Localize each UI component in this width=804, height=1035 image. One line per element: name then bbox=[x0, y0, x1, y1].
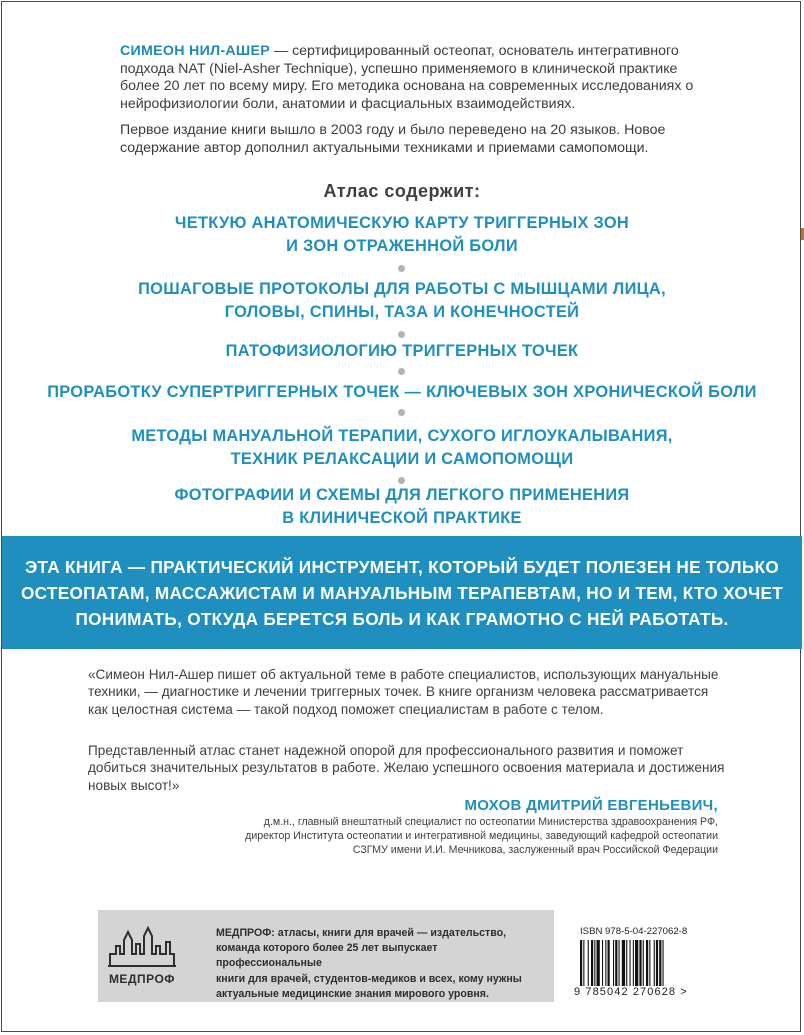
isbn-block bbox=[566, 920, 706, 1004]
publisher-logo bbox=[106, 924, 178, 990]
publisher-box bbox=[98, 910, 554, 1002]
bullet-dot bbox=[398, 331, 405, 338]
publisher-description: МЕДПРОФ: атласы, книги для врачей — издательство, команда которого более 25 лет выпускает профессиональные книги для врачей, студентов-медиков и всех, кому нужны актуальные медицинские знания мирового уровня. bbox=[216, 927, 522, 1000]
bullet-dot bbox=[398, 265, 405, 272]
isbn-label: ISBN 978-5-04-227062-8 bbox=[580, 926, 688, 937]
barcode-digits: 9 785042 270628 > bbox=[574, 986, 688, 998]
edition-paragraph: Первое издание книги вышло в 2003 году и было переведено на 20 языков. Новое содержание автор дополнил актуальными техниками и приемами самопомощи. bbox=[120, 122, 666, 156]
bullet-dot bbox=[398, 368, 405, 375]
barcode-icon bbox=[580, 940, 692, 986]
contents-item-5: МЕТОДЫ МАНУАЛЬНОЙ ТЕРАПИИ, СУХОГО ИГЛОУКАЛЫВАНИЯ, ТЕХНИК РЕЛАКСАЦИИ И САМОПОМОЩИ bbox=[131, 427, 673, 468]
contents-item-2: ПОШАГОВЫЕ ПРОТОКОЛЫ ДЛЯ РАБОТЫ С МЫШЦАМИ ЛИЦА, ГОЛОВЫ, СПИНЫ, ТАЗА И КОНЕЧНОСТЕЙ bbox=[138, 280, 666, 321]
contents-item-3: ПАТОФИЗИОЛОГИЮ ТРИГГЕРНЫХ ТОЧЕК bbox=[225, 342, 579, 360]
publisher-logo-text: МЕДПРОФ bbox=[108, 972, 176, 986]
highlight-text: ЭТА КНИГА — ПРАКТИЧЕСКИЙ ИНСТРУМЕНТ, КОТОРЫЙ БУДЕТ ПОЛЕЗЕН НЕ ТОЛЬКО ОСТЕОПАТАМ, МАССАЖИСТАМ И МАНУАЛЬНЫМ ТЕРАПЕВТАМ, НО И ТЕМ, КТО ХОЧЕТ ПОНИМАТЬ, ОТКУДА БЕРЕТСЯ БОЛЬ И КАК ГРАМОТНО С НЕЙ РАБОТАТЬ. bbox=[20, 557, 784, 629]
contents-item-6: ФОТОГРАФИИ И СХЕМЫ ДЛЯ ЛЕГКОГО ПРИМЕНЕНИЯ В КЛИНИЧЕСКОЙ ПРАКТИКЕ bbox=[174, 486, 630, 527]
review-quote-paragraph-1: «Симеон Нил-Ашер пишет об актуальной теме в работе специалистов, использующих мануальные техники, — диагностике и лечении триггерных точек. В книге организм человека рассматривается как целостная система — такой подход поможет специалистам в работе с телом. bbox=[88, 667, 719, 717]
bullet-dot bbox=[398, 477, 405, 484]
author-intro-paragraph bbox=[120, 43, 700, 113]
reviewer-credentials: д.м.н., главный внештатный специалист по остеопатии Министерства здравоохранения РФ, директор Института остеопатии и интегративной медицины, заведующий кафедрой остеопатии СЗГМУ имени И.И. Мечникова, заслуженный врач Российской Федерации bbox=[245, 816, 718, 856]
author-intro-text: — сертифицированный остеопат, основатель интегративного подхода NAT (Niel-Asher Technique), успешно применяемого в клинической практике более 20 лет по всему миру. Его методика основана на современных исследованиях о нейрофизиологии боли, анатомии и фасциальных взаимодействиях. bbox=[120, 43, 694, 112]
reviewer-name: МОХОВ ДМИТРИЙ ЕВГЕНЬЕВИЧ, bbox=[464, 797, 718, 814]
bullet-dot bbox=[398, 409, 405, 416]
review-quote-paragraph-2: Представленный атлас станет надежной опорой для профессионального развития и поможет добиться значительных результатов в работе. Желаю успешного освоения материала и достижения новых высот!» bbox=[88, 743, 725, 793]
contents-item-4: ПРОРАБОТКУ СУПЕРТРИГГЕРНЫХ ТОЧЕК — КЛЮЧЕВЫХ ЗОН ХРОНИЧЕСКОЙ БОЛИ bbox=[47, 383, 757, 401]
contents-item-1: ЧЕТКУЮ АНАТОМИЧЕСКУЮ КАРТУ ТРИГГЕРНЫХ ЗОН И ЗОН ОТРАЖЕННОЙ БОЛИ bbox=[174, 214, 630, 255]
skyline-logo-icon bbox=[106, 924, 178, 970]
author-name: СИМЕОН НИЛ-АШЕР bbox=[120, 43, 270, 59]
contents-heading: Атлас содержит: bbox=[323, 181, 481, 201]
highlight-band bbox=[2, 536, 802, 649]
